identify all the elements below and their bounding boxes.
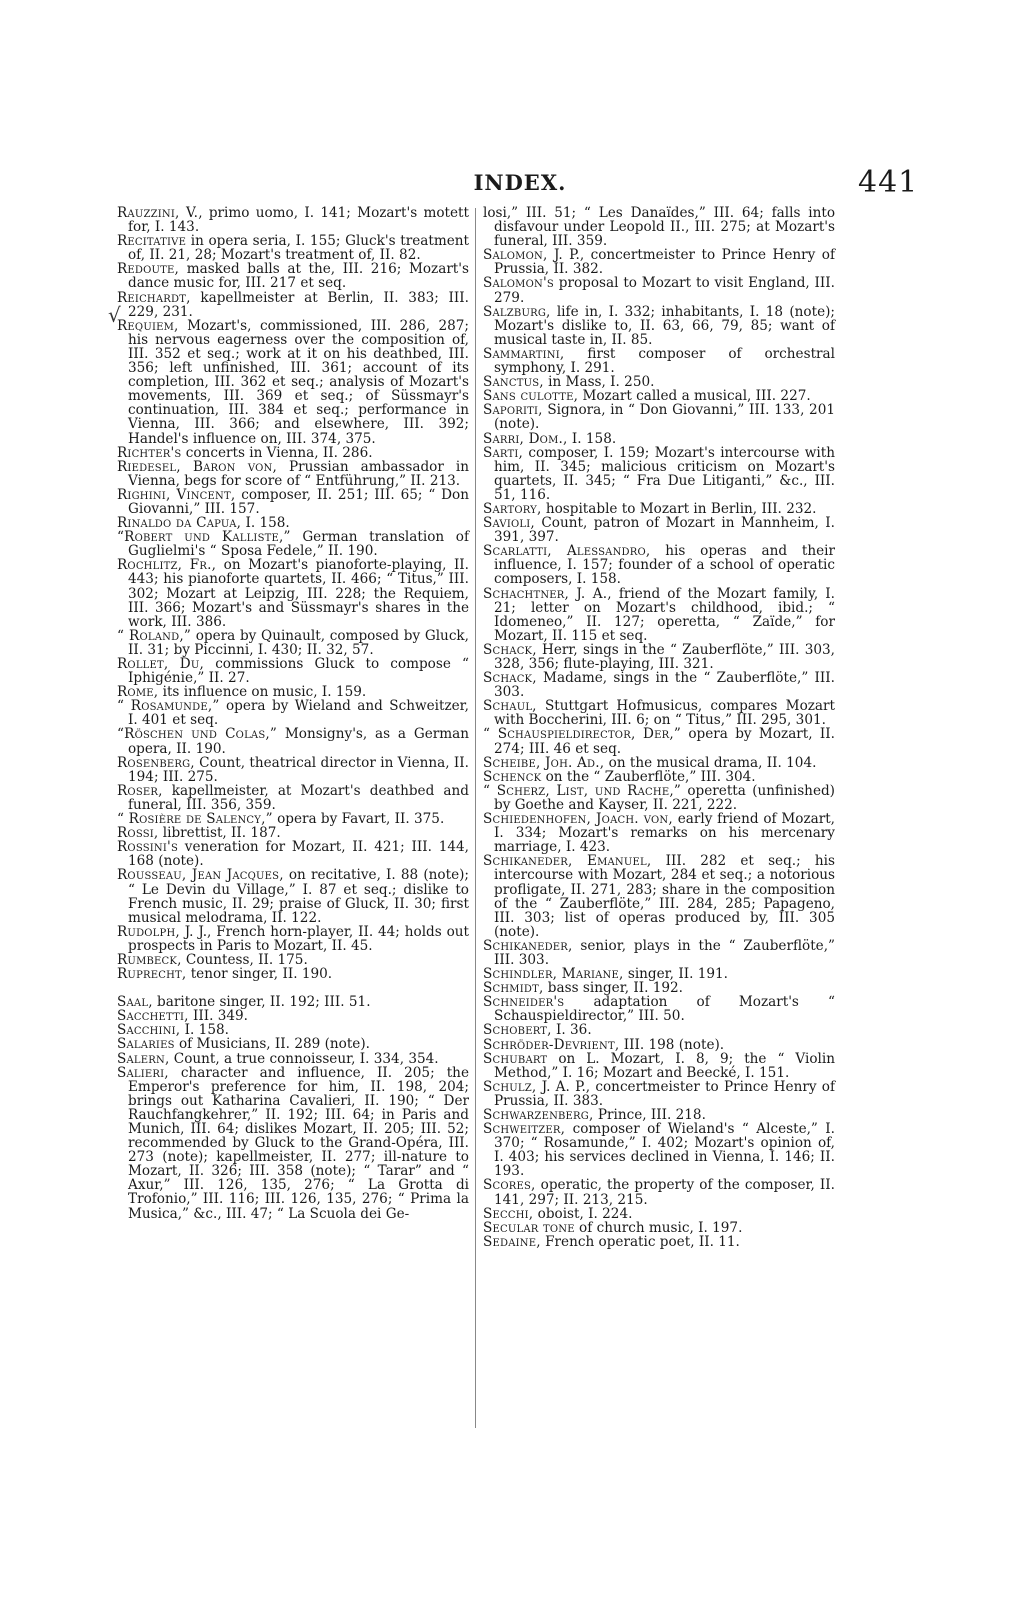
index-entry-heading: Sanctus,: [483, 374, 544, 391]
index-entry-heading: Schikaneder,: [483, 937, 573, 954]
index-entry-text: J. J., French horn-player, II. 44; holds out prospects in Paris to Mozart, II. 45.: [128, 923, 469, 954]
index-entry-heading: Rousseau, Jean Jacques,: [117, 867, 284, 884]
index-entry-heading: “ Scherz, List, und Rache,”: [483, 782, 681, 799]
index-entry-text: proposal to Mozart to visit England, III. 279.: [494, 275, 835, 306]
index-entry-heading: Salern,: [117, 1050, 170, 1067]
index-entry-text: Mozart's, commissioned, III. 286, 287; his nervous eagerness over the composition of, III. 352 et seq.; work at it on his deathbed, III. 356; left unfinished, III. 361; account of its completion, III. 362 et seq.; analysis of Mozart's movements, III. 369 et seq.; of Süssmayr's continuation, III. 384 et seq.; performance in Vienna, III. 366; and elsewhere, III. 392; Handel's influence on, III. 374, 375.: [128, 317, 469, 447]
index-entry: [117, 657, 469, 685]
index-entry-text: Monsigny's, as a German opera, II. 190.: [128, 726, 469, 757]
index-entry-heading: Schindler, Mariane,: [483, 966, 624, 983]
index-entry: [117, 1009, 469, 1023]
index-entry-text: I. 36.: [551, 1022, 592, 1039]
index-entry: [483, 446, 835, 502]
index-entry-text: librettist, II. 187.: [158, 825, 281, 842]
index-entry-heading: “ Roland,”: [117, 627, 191, 644]
index-entry-heading: Rinaldo da Capua,: [117, 515, 242, 532]
index-entry-heading: Rome,: [117, 684, 159, 701]
index-entry-text: Stuttgart Hofmusicus, compares Mozart with Boccherini, III. 6; on “ Titus,” III. 295, 301.: [494, 698, 835, 729]
index-entry-text: composer, I. 159; Mozart's intercourse with him, II. 345; malicious criticism on Mozart's quartets, II. 345; “ Fra Due Litiganti,” &c., III. 51, 116.: [494, 444, 835, 503]
index-entry: [117, 840, 469, 868]
index-entry-text: baritone singer, II. 192; III. 51.: [152, 994, 371, 1011]
index-entry-heading: Saporiti,: [483, 402, 543, 419]
index-entry-text: hospitable to Mozart in Berlin, III. 232.: [541, 500, 817, 517]
index-entry: [117, 262, 469, 290]
index-entry: [117, 1037, 469, 1051]
index-entry-text: opera by Mozart, II. 274; III. 46 et seq.: [494, 726, 835, 757]
index-entry-heading: Salieri,: [117, 1064, 169, 1081]
index-entry-heading: Schiedenhofen, Joach. von,: [483, 811, 673, 828]
index-entry-heading: Scarlatti, Alessandro,: [483, 543, 651, 560]
index-entry-text: veneration for Mozart, II. 421; III. 144, 168 (note).: [128, 839, 469, 870]
index-entry-heading: “ Rosière de Salency,”: [117, 811, 273, 828]
index-entry-text: opera by Wieland and Schweitzer, I. 401 et seq.: [128, 698, 469, 729]
index-entry-text: opera by Favart, II. 375.: [272, 811, 445, 828]
index-entry-heading: Secular tone: [483, 1219, 575, 1236]
index-entry: [483, 1178, 835, 1206]
index-entry-text: oboist, I. 224.: [533, 1205, 633, 1222]
index-entry: [117, 516, 469, 530]
index-entry: [483, 784, 835, 812]
index-entry: [483, 1207, 835, 1221]
index-entry: [117, 530, 469, 558]
index-entry-heading: Salomon's: [483, 275, 554, 292]
index-entry-text: tenor singer, II. 190.: [186, 966, 333, 983]
index-entry-text: singer, II. 191.: [623, 966, 728, 983]
index-entry-heading: Rochlitz, Fr.,: [117, 557, 217, 574]
index-entry-heading: Rosenberg,: [117, 754, 195, 771]
index-entry-text: Prince, III. 218.: [593, 1107, 706, 1123]
index-entry-heading: Richter's: [117, 444, 182, 461]
index-entry-text: his operas and their influence, I. 157; founder of a school of operatic composers, I. 158.: [494, 543, 835, 588]
index-entry-heading: Rudolph,: [117, 923, 180, 940]
index-entry-text: III. 282 et seq.; his intercourse with Mozart, 284 et seq.; a notorious profligate, II. 271, 283; share in the composition of the “ Zauberflöte,” III. 284, 285; Papageno, III. 303; list of operas produced by, III. 305 (note).: [494, 853, 835, 940]
index-entry: [483, 967, 835, 981]
index-entry: [483, 1122, 835, 1178]
index-entry: [117, 925, 469, 953]
index-entry: [483, 1038, 835, 1052]
index-entry: [483, 854, 835, 939]
index-entry: [117, 868, 469, 924]
index-entry-heading: Schikaneder, Emanuel,: [483, 853, 652, 870]
index-entry-text: character and influence, II. 205; the Emperor's preference for him, II. 198, 204; brings out Katharina Cavalieri, II. 190; “ Der Rauchfangkehrer,” II. 192; III. 64; in Paris and Munich, III. 64; dislikes Mozart, II. 205; III. 52; recommended by Gluck to the Grand-Opéra, III. 273 (note); kapellmeister, II. 277; ill-nature to Mozart, II. 326; III. 358 (note); “ Tarar” and “ Axur,” III. 126, 135, 276; “ La Grotta di Trofonio,” III. 116; III. 126, 135, 276; “ Prima la Musica,” &c., III. 47; “ La Scuola dei Ge-: [128, 1064, 469, 1222]
index-entry-heading: Secchi,: [483, 1205, 534, 1222]
index-entry: [483, 981, 835, 995]
index-entry: [117, 460, 469, 488]
index-entry-text: on Mozart's pianoforte-playing, II. 443; his pianoforte quartets, II. 466; “ Titus,” III. 302; Mozart at Leipzig, III. 228; the Requiem, III. 366; Mozart's and Süssmayr's shares in the work, III. 386.: [128, 557, 470, 630]
index-entry: [117, 206, 469, 234]
index-entry-text: Count, theatrical director in Vienna, II. 194; III. 275.: [128, 754, 469, 785]
index-entry: [483, 389, 835, 403]
index-entry: [483, 248, 835, 276]
index-entry: [483, 516, 835, 544]
index-entry: [483, 206, 835, 248]
index-entry: [483, 812, 835, 854]
index-entry-heading: Rollet, Du,: [117, 656, 205, 672]
index-entry-text: J. A. P., concertmeister to Prince Henry of Prussia, II. 383.: [494, 1078, 835, 1109]
index-entry: [483, 643, 835, 671]
index-entry-heading: Sammartini,: [483, 345, 565, 362]
index-entry-text: J. P., concertmeister to Prince Henry of Prussia, II. 382.: [494, 247, 835, 278]
index-entry-text: operetta (unfinished) by Goethe and Kayser, II. 221, 222.: [494, 782, 835, 813]
index-entry: [117, 967, 469, 981]
index-entry-heading: Sans culotte,: [483, 388, 579, 405]
index-entry-text: of church music, I. 197.: [574, 1219, 743, 1236]
index-entry: [117, 1066, 469, 1221]
index-entry: [117, 629, 469, 657]
page-number: 441: [858, 165, 919, 200]
index-entry-heading: Redoute,: [117, 261, 180, 278]
index-entry: [483, 375, 835, 389]
index-entry-heading: Rumbeck,: [117, 951, 182, 968]
index-entry: [483, 544, 835, 586]
index-entry: [117, 291, 469, 319]
index-entry-text: commissions Gluck to compose “ Iphigénie,” II. 27.: [128, 656, 469, 687]
index-entry-heading: Roser,: [117, 782, 163, 799]
index-entry-text: kapellmeister at Berlin, II. 383; III. 229, 231.: [128, 289, 469, 320]
index-entry: [117, 1052, 469, 1066]
index-entry-heading: Scheibe, Joh. Ad.,: [483, 754, 605, 771]
index-entry-text: in Mass, I. 250.: [543, 374, 655, 391]
index-entry: [483, 403, 835, 431]
index-entry-heading: Schulz,: [483, 1078, 537, 1095]
index-entry-heading: Schubart: [483, 1050, 548, 1067]
index-entry-heading: Savioli,: [483, 515, 535, 532]
index-entry-text: , primo uomo, I. 141; Mozart's motett for, I. 143.: [128, 205, 469, 236]
index-entry-text: Count, patron of Mozart in Mannheim, I. 391, 397.: [494, 515, 835, 546]
index-entry-heading: Schweitzer,: [483, 1121, 566, 1138]
index-entry: [117, 234, 469, 262]
index-entry: [483, 587, 835, 643]
index-entry-text: I. 158.: [567, 430, 617, 447]
index-entry-text: masked balls at the, III. 216; Mozart's dance music for, III. 217 et seq.: [128, 261, 469, 292]
index-entry-text: Countess, II. 175.: [181, 951, 308, 968]
index-entry-text: concerts in Vienna, II. 286.: [181, 444, 373, 461]
index-entry-heading: Sartory,: [483, 500, 542, 517]
index-entry: [483, 995, 835, 1023]
index-entry-text: composer, II. 251; III. 65; “ Don Giovanni,” III. 157.: [128, 486, 469, 517]
index-entry-text: opera by Quinault, composed by Gluck, II. 31; by Piccinni, I. 430; II. 32, 57.: [128, 627, 469, 658]
index-entry-text: in opera seria, I. 155; Gluck's treatment of, II. 21, 28; Mozart's treatment of, II. 82.: [128, 233, 469, 264]
index-entry-text: on the musical drama, II. 104.: [604, 754, 817, 771]
index-entry: [117, 685, 469, 699]
index-entry-heading: Schmidt,: [483, 980, 544, 997]
index-entry-heading: Righini, Vincent,: [117, 486, 236, 503]
index-entry: [483, 432, 835, 446]
index-entry-text: operatic, the property of the composer, II. 141, 297; II. 213, 215.: [494, 1177, 835, 1208]
section-gap: [117, 981, 469, 995]
index-entry: [483, 1221, 835, 1235]
index-entry-heading: Requiem,: [117, 317, 179, 334]
index-entry-text: German translation of Guglielmi's “ Sposa Fedele,” II. 190.: [128, 529, 470, 560]
index-entry: [483, 770, 835, 784]
index-entry: [117, 812, 469, 826]
index-entry: [483, 1235, 835, 1249]
margin-checkmark: √: [108, 303, 121, 327]
index-entry-text: friend of the Mozart family, I. 21; letter on Mozart's childhood, ibid.; “ Idomeneo,” II. 127; operetta, “ Zaïde,” for Mozart, II. 115 et seq.: [494, 585, 835, 644]
index-entry: [483, 671, 835, 699]
index-entry: [117, 699, 469, 727]
index-entry-text: Prussian ambassador in Vienna, begs for score of “ Entführung,” II. 213.: [128, 458, 470, 489]
index-entry: [117, 826, 469, 840]
index-entry: [483, 727, 835, 755]
index-entry-text: life in, I. 332; inhabitants, I. 18 (note); Mozart's dislike to, II. 63, 66, 79, 85; want of musical taste in, II. 85.: [494, 303, 835, 348]
index-entry-heading: Scores,: [483, 1177, 536, 1194]
index-entry-heading: Schachtner, J. A.,: [483, 585, 612, 602]
index-entry-heading: Reichardt,: [117, 289, 191, 306]
index-entry: [117, 488, 469, 516]
index-entry-text: I. 158.: [241, 515, 290, 532]
index-entry-text: first composer of orchestral symphony, I. 291.: [494, 345, 835, 377]
index-entry: [117, 995, 469, 1009]
index-entry-text: losi,” III. 51; “ Les Danaïdes,” III. 64; falls into disfavour under Leopold II., III. 275; at Mozart's funeral, III. 359.: [483, 205, 835, 250]
index-entry-text: adaptation of Mozart's “ Schauspieldirector,” III. 50.: [494, 994, 835, 1025]
index-entry-heading: Sacchini,: [117, 1022, 181, 1039]
index-entry: [483, 756, 835, 770]
index-entry-text: Signora, in “ Don Giovanni,” III. 133, 201 (note).: [494, 402, 835, 433]
index-entry-heading: Recitative: [117, 233, 187, 250]
index-entry-heading: Schenck: [483, 768, 542, 785]
index-entry-heading: Rauzzini, V.: [117, 205, 199, 221]
index-entry: [117, 446, 469, 460]
index-entry: [483, 1052, 835, 1080]
index-entry-text: Herr, sings in the “ Zauberflöte,” III. 303, 328, 356; flute-playing, III. 321.: [494, 641, 835, 672]
index-entry: [483, 347, 835, 375]
index-entry-heading: “ Schauspieldirector, Der,”: [483, 726, 681, 743]
index-entry: [117, 319, 469, 446]
index-entry: [483, 502, 835, 516]
index-entry-text: Madame, sings in the “ Zauberflöte,” III. 303.: [494, 670, 835, 701]
index-entry-heading: Sacchetti,: [117, 1008, 189, 1025]
index-entry-text: French operatic poet, II. 11.: [540, 1233, 740, 1250]
index-entry-heading: Schneider's: [483, 994, 565, 1011]
index-entry-heading: Sedaine,: [483, 1233, 541, 1250]
index-entry-text: its influence on music, I. 159.: [158, 684, 367, 701]
index-entry-text: Mozart called a musical, III. 227.: [578, 388, 811, 405]
index-entry-heading: “Robert und Kalliste,”: [117, 529, 291, 546]
index-entry-heading: Riedesel, Baron von,: [117, 458, 277, 475]
index-entry-text: early friend of Mozart, I. 334; Mozart's remarks on his mercenary marriage, I. 423.: [494, 811, 835, 856]
index-entry: [483, 1080, 835, 1108]
index-entry-heading: Schaul,: [483, 698, 537, 715]
index-entry: [117, 727, 469, 755]
index-entry-heading: Schack,: [483, 641, 537, 658]
index-entry: [483, 699, 835, 727]
index-entry: [117, 558, 469, 628]
index-column-left: [117, 206, 469, 1221]
index-entry-heading: “ Rosamunde,”: [117, 698, 220, 715]
index-entry-text: bass singer, II. 192.: [543, 980, 684, 997]
index-entry-text: of Musicians, II. 289 (note).: [174, 1036, 370, 1053]
index-entry-text: Count, a true connoisseur, I. 334, 354.: [169, 1050, 439, 1067]
index-entry-heading: Sarti,: [483, 444, 524, 461]
column-divider: [475, 208, 476, 1428]
index-entry-text: I. 158.: [180, 1022, 229, 1039]
index-entry-text: composer of Wieland's “ Alceste,” I. 370; “ Rosamunde,” I. 402; Mozart's opinion of, I. 403; his services declined in Vienna, I. 146; II. 193.: [494, 1121, 835, 1180]
index-entry: [117, 784, 469, 812]
index-entry-heading: Saal,: [117, 994, 153, 1011]
index-entry-heading: Salzburg,: [483, 303, 551, 320]
index-entry-heading: Rossi,: [117, 825, 159, 842]
index-entry-heading: Schröder-Devrient,: [483, 1036, 620, 1053]
index-entry-heading: Rossini's: [117, 839, 178, 856]
index-entry: [483, 305, 835, 347]
index-column-right: [483, 206, 835, 1249]
index-entry-text: on the “ Zauberflöte,” III. 304.: [541, 768, 756, 785]
index-entry-text: senior, plays in the “ Zauberflöte,” III. 303.: [494, 937, 835, 968]
index-entry-text: on L. Mozart, I. 8, 9; the “ Violin Method,” I. 16; Mozart and Beecké, I. 151.: [494, 1050, 835, 1081]
index-entry: [483, 939, 835, 967]
index-entry-text: III. 198 (note).: [619, 1036, 725, 1053]
index-entry-text: III. 349.: [188, 1008, 248, 1025]
index-entry: [117, 756, 469, 784]
index-entry-heading: “Röschen und Colas,”: [117, 726, 278, 743]
index-entry-text: on recitative, I. 88 (note); “ Le Devin du Village,” I. 87 et seq.; dislike to French music, II. 29; praise of Gluck, II. 30; first musical melodrama, II. 122.: [128, 867, 469, 926]
index-entry: [117, 1023, 469, 1037]
index-entry-heading: Salomon,: [483, 247, 548, 264]
index-entry: [483, 276, 835, 304]
index-entry-heading: Ruprecht,: [117, 966, 187, 983]
index-entry: [483, 1023, 835, 1037]
index-entry: [117, 953, 469, 967]
index-entry-heading: Schwarzenberg,: [483, 1107, 594, 1123]
index-entry-heading: Schobert,: [483, 1022, 552, 1039]
index-entry: [483, 1108, 835, 1122]
index-entry-text: kapellmeister, at Mozart's deathbed and funeral, III. 356, 359.: [128, 782, 469, 813]
index-entry-heading: Salaries: [117, 1036, 175, 1053]
page-header-title: INDEX.: [473, 170, 567, 195]
index-entry-heading: Sarri, Dom.,: [483, 430, 568, 447]
index-entry-heading: Schack,: [483, 670, 537, 687]
